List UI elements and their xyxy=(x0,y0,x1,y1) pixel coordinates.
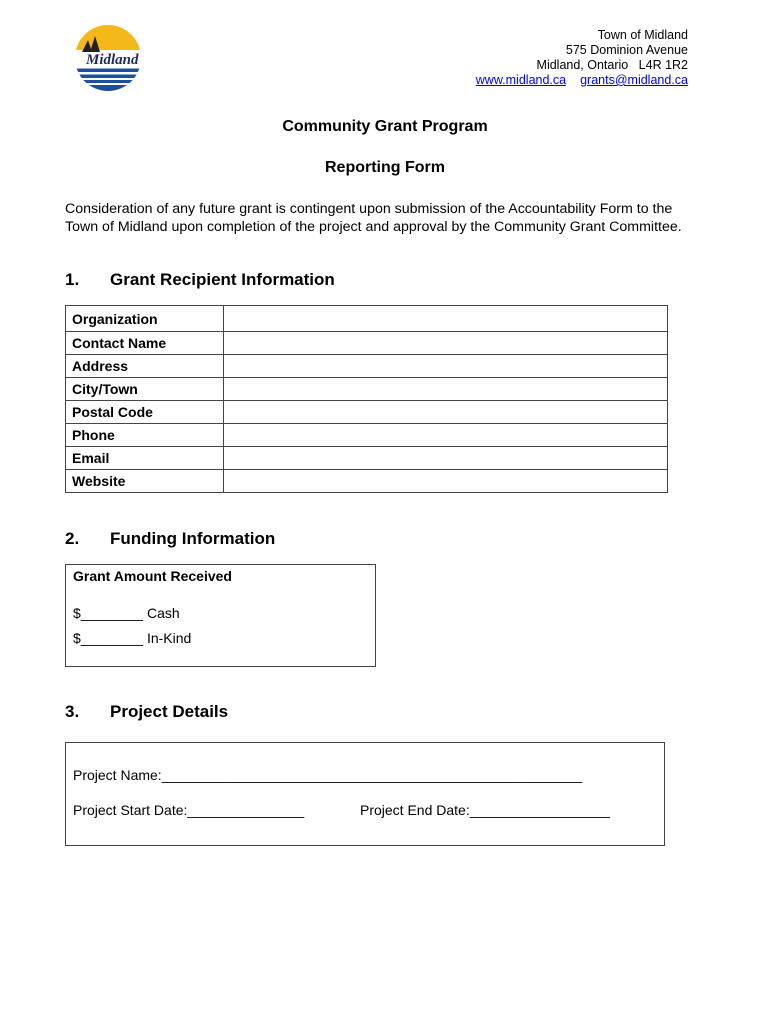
section-3-heading xyxy=(65,702,228,722)
table-row xyxy=(66,401,668,424)
field-label: Postal Code xyxy=(66,401,224,424)
section-title: Grant Recipient Information xyxy=(110,270,335,289)
city-town-field[interactable] xyxy=(224,378,668,401)
intro-paragraph: Consideration of any future grant is contingent upon submission of the Accountability Form to the Town of Midland upon completion of the project and approval by the Community Grant Committee. xyxy=(65,201,682,235)
address-field[interactable] xyxy=(224,355,668,378)
table-row xyxy=(66,424,668,447)
field-label: Phone xyxy=(66,424,224,447)
table-row xyxy=(66,332,668,355)
project-details-box xyxy=(65,742,665,846)
project-name-field[interactable]: Project Name:______________________________________________________ xyxy=(73,767,583,783)
table-row xyxy=(66,470,668,493)
table-row xyxy=(66,355,668,378)
grant-amount-title: Grant Amount Received xyxy=(73,568,232,584)
cash-amount-field[interactable]: $________ Cash xyxy=(73,605,180,621)
section-number: 3. xyxy=(65,702,80,721)
organization-field[interactable] xyxy=(224,306,668,332)
field-label: Email xyxy=(66,447,224,470)
midland-logo xyxy=(72,22,144,94)
section-title: Project Details xyxy=(110,702,229,721)
website-link[interactable]: www.midland.ca xyxy=(475,73,567,87)
form-title: Reporting Form xyxy=(325,159,445,176)
section-1-heading xyxy=(65,270,335,290)
table-row xyxy=(66,447,668,470)
section-number: 2. xyxy=(65,529,80,548)
section-2-heading xyxy=(65,529,275,549)
project-end-date-field[interactable]: Project End Date:__________________ xyxy=(360,802,610,818)
street-address: 575 Dominion Avenue xyxy=(565,43,688,57)
program-title: Community Grant Program xyxy=(282,118,488,135)
phone-field[interactable] xyxy=(224,424,668,447)
field-label: Organization xyxy=(66,306,224,332)
section-title: Funding Information xyxy=(110,529,276,548)
recipient-info-table xyxy=(65,305,668,493)
website-field[interactable] xyxy=(224,470,668,493)
funding-box xyxy=(65,564,376,667)
address-block xyxy=(476,28,688,88)
midland-logo-graphic xyxy=(72,22,144,94)
postal-code-field[interactable] xyxy=(224,401,668,424)
field-label: Contact Name xyxy=(66,332,224,355)
project-start-date-field[interactable]: Project Start Date:_______________ xyxy=(73,802,305,818)
field-label: Address xyxy=(66,355,224,378)
email-field[interactable] xyxy=(224,447,668,470)
section-number: 1. xyxy=(65,270,80,289)
inkind-amount-field[interactable]: $________ In-Kind xyxy=(73,630,192,646)
city-postal: Midland, Ontario L4R 1R2 xyxy=(536,58,688,72)
org-name: Town of Midland xyxy=(597,28,688,42)
field-label: Website xyxy=(66,470,224,493)
table-row xyxy=(66,378,668,401)
table-row xyxy=(66,306,668,332)
email-link[interactable]: grants@midland.ca xyxy=(580,73,688,87)
contact-name-field[interactable] xyxy=(224,332,668,355)
field-label: City/Town xyxy=(66,378,224,401)
logo-wordmark: Midland xyxy=(86,52,139,68)
